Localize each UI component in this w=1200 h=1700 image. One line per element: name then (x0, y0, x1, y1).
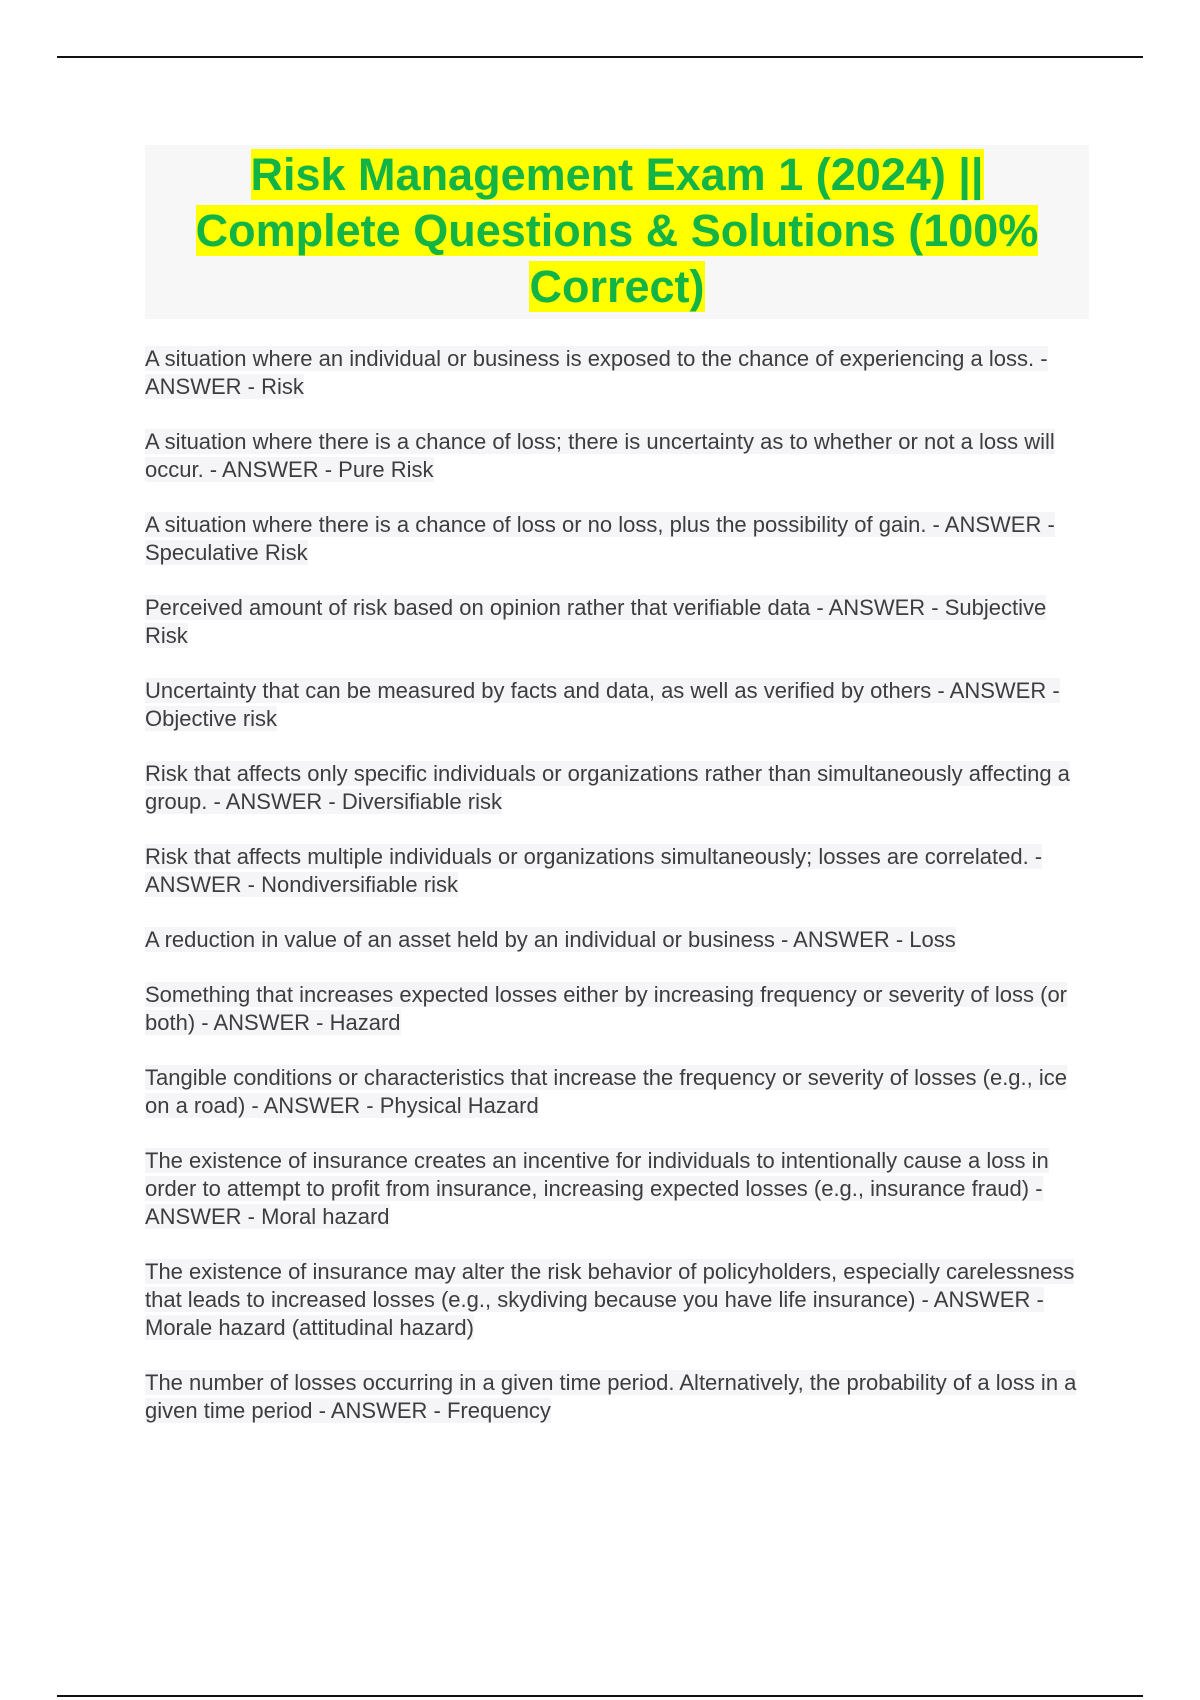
qa-item: Risk that affects multiple individuals or organizations simultaneously; losses are correlated. - ANSWER - Nondiversifiable risk (145, 844, 1043, 897)
title-line-3: Correct) (529, 261, 705, 312)
qa-item: A situation where there is a chance of loss; there is uncertainty as to whether or not a loss will occur. - ANSWER - Pure Risk (145, 429, 1055, 482)
qa-item: The existence of insurance creates an incentive for individuals to intentionally cause a loss in order to attempt to profit from insurance, increasing expected losses (e.g., insurance fraud) - ANSWER - Moral hazard (145, 1148, 1049, 1229)
qa-item: Something that increases expected losses either by increasing frequency or severity of loss (or both) - ANSWER - Hazard (145, 982, 1068, 1035)
qa-item: Uncertainty that can be measured by facts and data, as well as verified by others - ANSWER - Objective risk (145, 678, 1060, 731)
document-title (145, 147, 1089, 315)
qa-item: The number of losses occurring in a given time period. Alternatively, the probability of a loss in a given time period - ANSWER - Frequency (145, 1370, 1077, 1423)
qa-item: A reduction in value of an asset held by an individual or business - ANSWER - Loss (145, 927, 956, 952)
qa-item: Risk that affects only specific individuals or organizations rather than simultaneously affecting a group. - ANSWER - Diversifiable risk (145, 761, 1070, 814)
title-line-1: Risk Management Exam 1 (2024) || (250, 149, 984, 200)
qa-item: A situation where there is a chance of loss or no loss, plus the possibility of gain. - ANSWER - Speculative Risk (145, 512, 1055, 565)
title-block (145, 145, 1089, 319)
question-answer-list (145, 345, 1089, 1425)
header-rule (57, 56, 1143, 58)
qa-item: A situation where an individual or business is exposed to the chance of experiencing a loss. - ANSWER - Risk (145, 346, 1048, 399)
qa-item: The existence of insurance may alter the risk behavior of policyholders, especially carelessness that leads to increased losses (e.g., skydiving because you have life insurance) - ANSWER - Morale hazard (attitudinal hazard) (145, 1259, 1075, 1340)
document-body (145, 145, 1089, 1452)
qa-item: Tangible conditions or characteristics that increase the frequency or severity of losses (e.g., ice on a road) - ANSWER - Physical Hazard (145, 1065, 1068, 1118)
title-line-2: Complete Questions & Solutions (100% (195, 205, 1039, 256)
qa-item: Perceived amount of risk based on opinion rather that verifiable data - ANSWER - Subjective Risk (145, 595, 1047, 648)
footer-rule (57, 1695, 1143, 1697)
